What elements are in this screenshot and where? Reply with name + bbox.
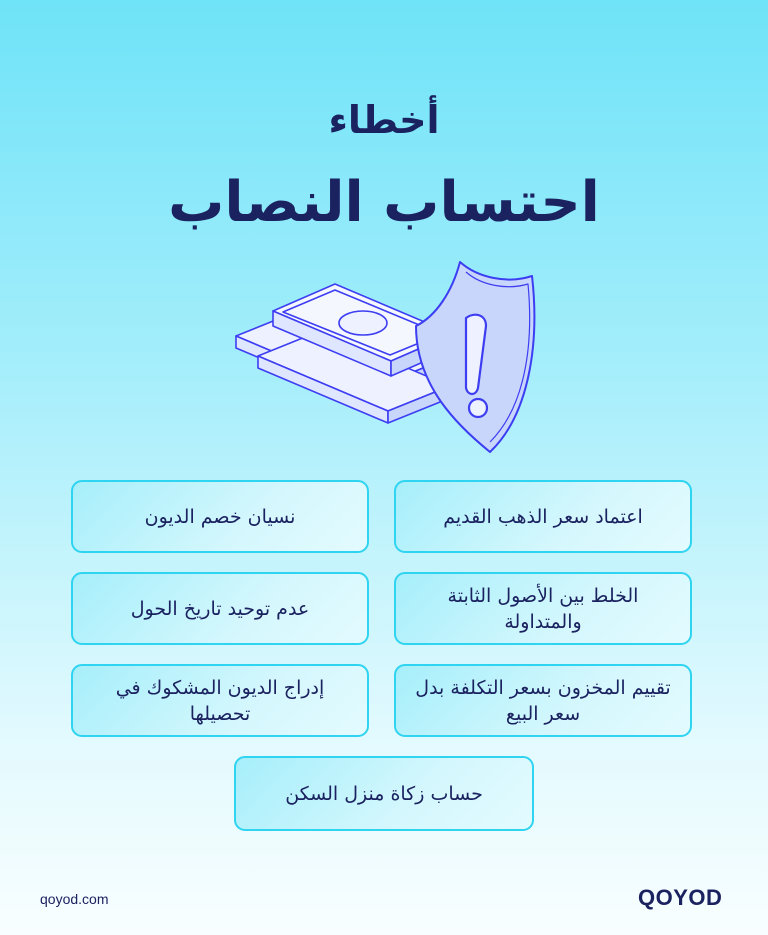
- mistake-card: حساب زكاة منزل السكن: [234, 756, 534, 831]
- page-title: احتساب النصاب: [168, 170, 600, 235]
- mistake-card: عدم توحيد تاريخ الحول: [71, 572, 369, 645]
- website-link[interactable]: qoyod.com: [40, 891, 109, 907]
- mistake-card: إدراج الديون المشكوك في تحصيلها: [71, 664, 369, 737]
- money-shield-warning-icon: [228, 256, 548, 456]
- title-line-1: أخطاء: [328, 98, 440, 142]
- shield-icon: [416, 262, 534, 452]
- mistake-card: اعتماد سعر الذهب القديم: [394, 480, 692, 553]
- mistake-card: تقييم المخزون بسعر التكلفة بدل سعر البيع: [394, 664, 692, 737]
- mistake-card: الخلط بين الأصول الثابتة والمتداولة: [394, 572, 692, 645]
- brand-logo: QOYOD: [638, 885, 723, 910]
- mistake-card: نسيان خصم الديون: [71, 480, 369, 553]
